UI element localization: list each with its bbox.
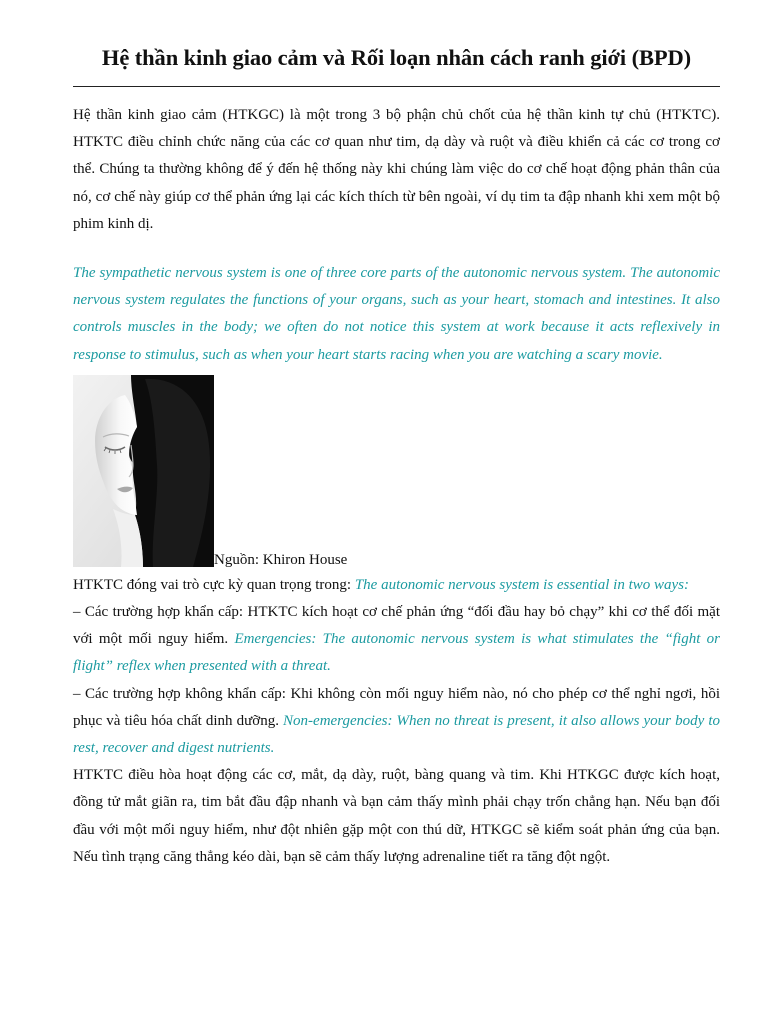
document-page bbox=[73, 0, 720, 871]
document-title: Hệ thần kinh giao cảm và Rối loạn nhân cách ranh giới (BPD) bbox=[101, 45, 692, 70]
roles-vietnamese: HTKTC đóng vai trò cực kỳ quan trọng trong: bbox=[73, 576, 355, 593]
emergency-vietnamese: – Các trường hợp khẩn cấp: HTKTC kích hoạt cơ chế phản ứng “đối đầu hay bỏ chạy” khi cơ thể đối mặt với một mối nguy hiểm. bbox=[73, 604, 720, 648]
nonemergency-paragraph bbox=[73, 681, 720, 763]
title-divider bbox=[73, 86, 720, 87]
intro-english: The sympathetic nervous system is one of three core parts of the autonomic nervous system. The autonomic nervous system regulates the functions of your organs, such as your heart, stomach and intestines. It also controls muscles in the body; we often do not notice this system at work because it acts reflexively in response to stimulus, such as when your heart starts racing when you are watching a scary movie. bbox=[73, 265, 720, 363]
half-painted-face-photo bbox=[73, 375, 214, 567]
emergency-paragraph bbox=[73, 599, 720, 681]
face-illustration bbox=[73, 375, 214, 567]
intro-vietnamese: Hệ thần kinh giao cảm (HTKGC) là một trong 3 bộ phận chủ chốt của hệ thần kinh tự chủ (HTKTC). HTKTC điều chỉnh chức năng của các cơ quan như tim, dạ dày và ruột và điều khiển cả các cơ trong cơ thể. Chúng ta thường không để ý đến hệ thống này khi chúng làm việc do cơ chế hoạt động phản thân của nó, cơ chế này giúp cơ thể phản ứng lại các kích thích từ bên ngoài, ví dụ tim ta đập nhanh khi xem một bộ phim kinh dị. bbox=[73, 107, 720, 232]
image-source-caption: Nguồn: Khiron House bbox=[214, 551, 348, 568]
roles-paragraph bbox=[73, 572, 720, 599]
roles-english: The autonomic nervous system is essential in two ways: bbox=[354, 576, 689, 593]
figure bbox=[73, 373, 720, 567]
nonemergency-english: Non-emergencies: When no threat is present, it also allows your body to rest, recover and digest nutrients. bbox=[73, 712, 720, 757]
closing-paragraph: HTKTC điều hòa hoạt động các cơ, mắt, dạ dày, ruột, bàng quang và tim. Khi HTKGC được kích hoạt, đồng tử mắt giãn ra, tim bắt đầu đập nhanh và bạn cảm thấy mình phải chạy trốn chẳng hạn. Nếu bạn đối đầu với một mối nguy hiểm, như đột nhiên gặp một con thú dữ, HTKGC sẽ kiểm soát phản ứng của bạn. Nếu tình trạng căng thẳng kéo dài, bạn sẽ cảm thấy lượng adrenaline tiết ra tăng đột ngột. bbox=[73, 767, 720, 865]
emergency-english: Emergencies: The autonomic nervous system is what stimulates the “fight or flight” reflex when presented with a threat. bbox=[73, 631, 721, 675]
nonemergency-vietnamese: – Các trường hợp không khẩn cấp: Khi không còn mối nguy hiểm nào, nó cho phép cơ thể nghỉ ngơi, hồi phục và tiêu hóa chất dinh dưỡng. bbox=[73, 685, 720, 729]
